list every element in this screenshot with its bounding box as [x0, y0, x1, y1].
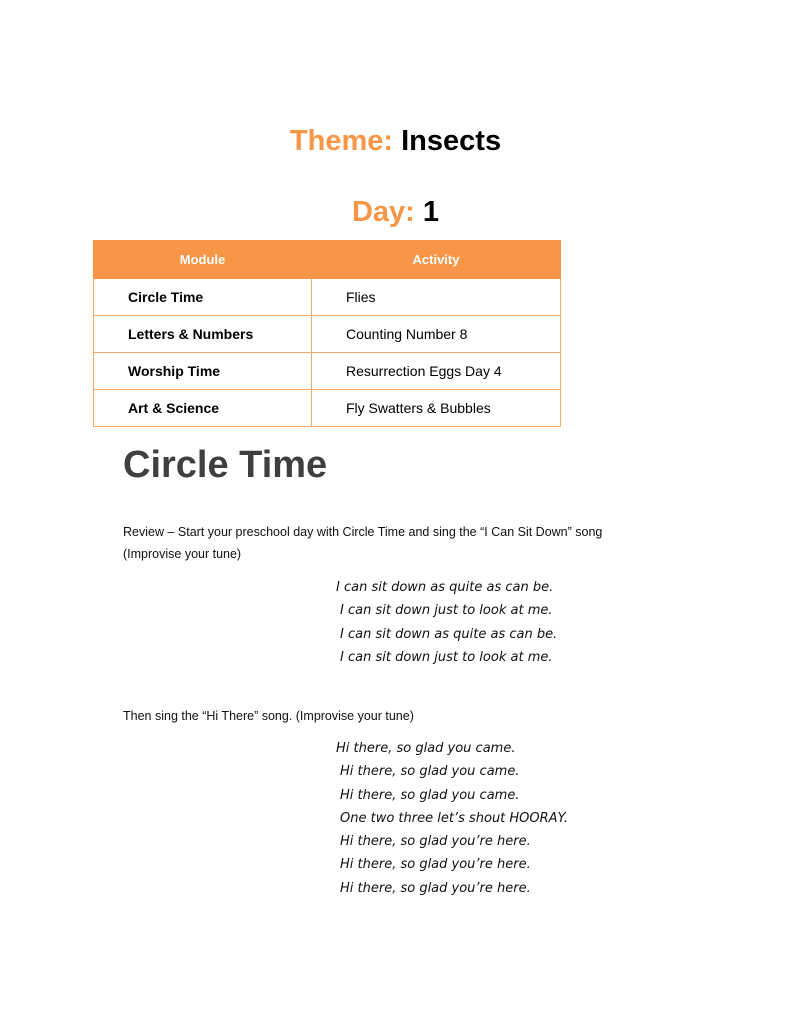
lyric-line: Hi there, so glad you came. — [340, 787, 520, 803]
day-title — [0, 196, 791, 229]
lyric-line: Hi there, so glad you came. — [340, 764, 520, 780]
table-row — [94, 316, 561, 353]
activity-cell: Flies — [312, 279, 561, 316]
song-hi-there-lyrics — [336, 737, 568, 900]
module-cell: Art & Science — [94, 390, 312, 427]
lyric-line: I can sit down just to look at me. — [340, 649, 553, 665]
lyric-line: Hi there, so glad you’re here. — [340, 834, 531, 850]
lyric-line: Hi there, so glad you’re here. — [340, 880, 531, 896]
module-cell: Circle Time — [94, 279, 312, 316]
activity-cell: Counting Number 8 — [312, 316, 561, 353]
lyric-line: I can sit down as quite as can be. — [336, 580, 554, 595]
day-value: 1 — [422, 196, 440, 228]
review-paragraph — [123, 521, 643, 565]
table-row — [94, 390, 561, 427]
table-row — [94, 353, 561, 390]
theme-title — [0, 125, 791, 158]
theme-label: Theme: — [289, 125, 394, 157]
activity-cell: Fly Swatters & Bubbles — [312, 390, 561, 427]
schedule-table — [93, 240, 561, 427]
day-label: Day: — [351, 196, 415, 228]
activity-cell: Resurrection Eggs Day 4 — [312, 353, 561, 390]
lyric-line: I can sit down just to look at me. — [340, 603, 553, 619]
section-title: Circle Time — [123, 444, 328, 486]
theme-value: Insects — [401, 125, 502, 157]
column-header-activity: Activity — [312, 241, 561, 279]
review-line: Review – Start your preschool day with Circle Time and sing the “I Can Sit Down” song — [123, 525, 603, 539]
lyric-line: Hi there, so glad you came. — [336, 741, 516, 756]
module-cell: Letters & Numbers — [94, 316, 312, 353]
lyric-line: One two three let’s shout HOORAY. — [340, 810, 568, 826]
table-row — [94, 279, 561, 316]
lyric-line: Hi there, so glad you’re here. — [340, 857, 531, 873]
table-header-row — [94, 241, 561, 279]
review-line: (Improvise your tune) — [123, 547, 242, 561]
lyric-line: I can sit down as quite as can be. — [340, 626, 558, 642]
module-cell: Worship Time — [94, 353, 312, 390]
column-header-module: Module — [94, 241, 312, 279]
hi-there-intro: Then sing the “Hi There” song. (Improvise your tune) — [123, 709, 414, 723]
song-sit-down-lyrics — [336, 576, 557, 669]
